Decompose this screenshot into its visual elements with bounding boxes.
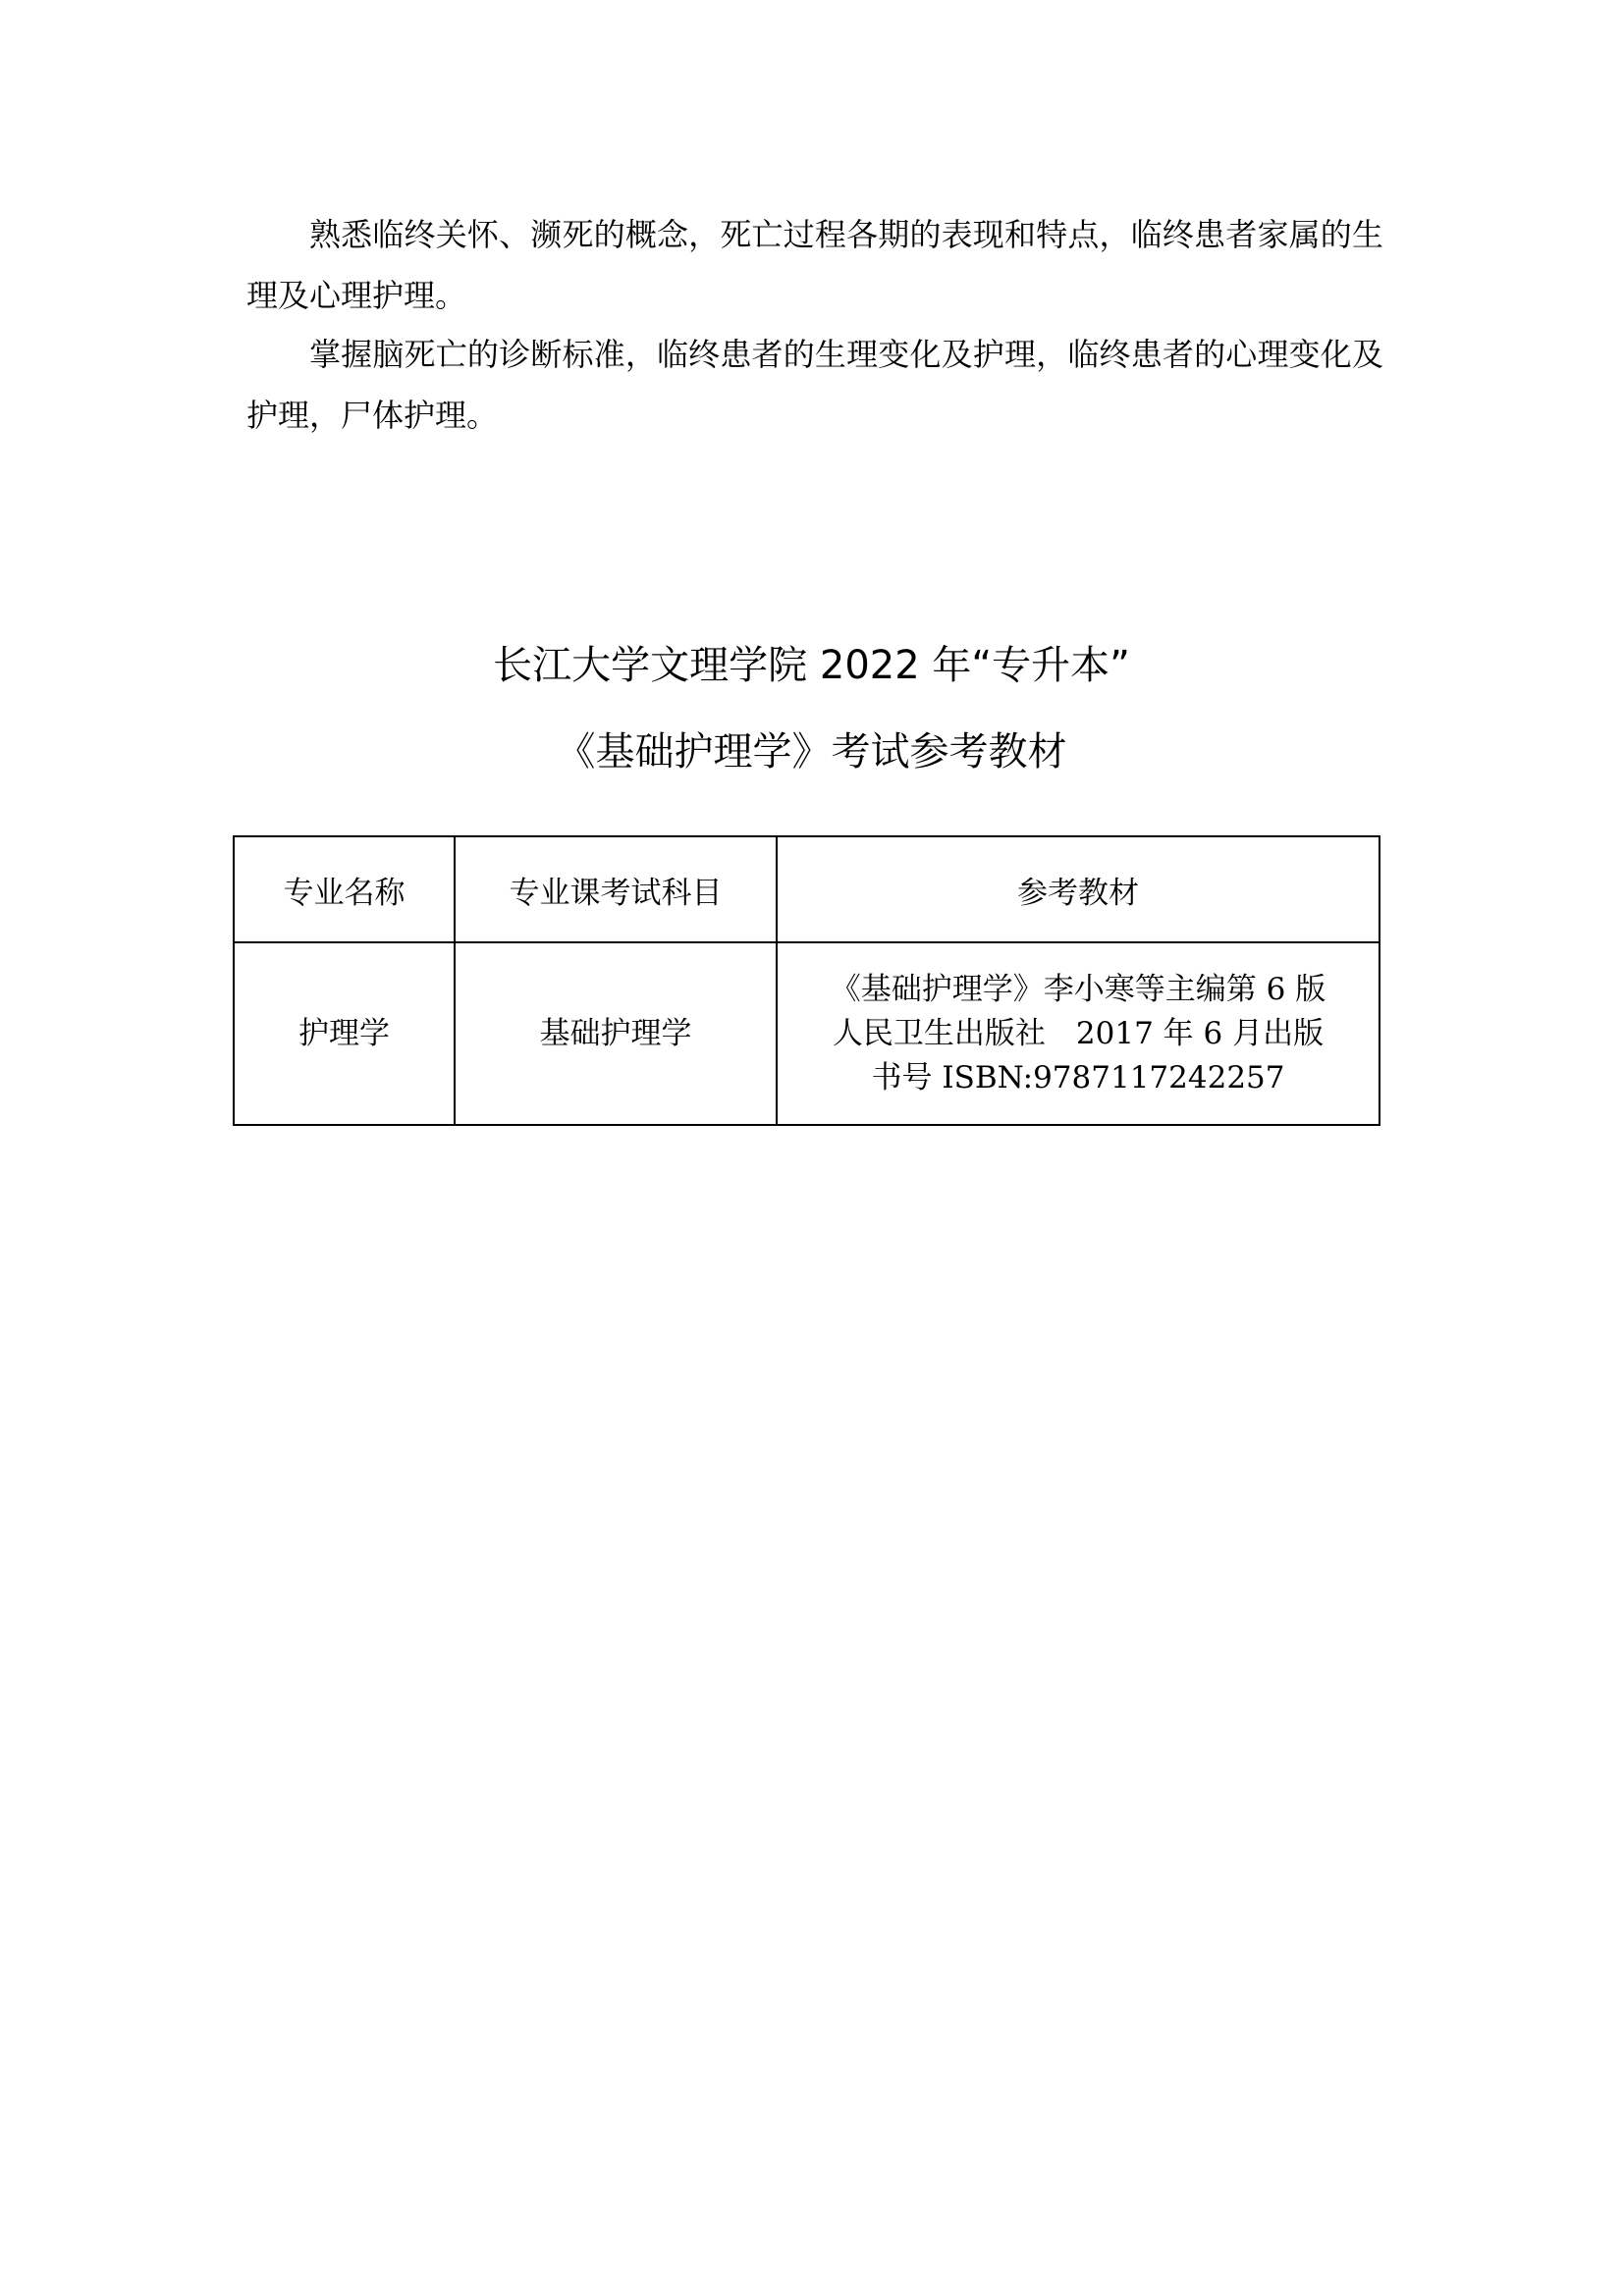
- textbook-publisher-line: 人民卫生出版社 2017 年 6 月出版: [832, 1015, 1325, 1051]
- textbook-table: [233, 835, 1380, 1126]
- textbook-isbn-line: 书号 ISBN:9787117242257: [871, 1059, 1285, 1095]
- paragraph-familiar: 熟悉临终关怀、濒死的概念，死亡过程各期的表现和特点，临终患者家属的生理及心理护理。: [246, 216, 1383, 314]
- cell-subject: 基础护理学: [455, 942, 777, 1125]
- header-textbook: 参考教材: [777, 836, 1380, 942]
- header-major: 专业名称: [234, 836, 455, 942]
- cell-textbook: [777, 942, 1380, 1125]
- heading-line-1: 长江大学文理学院 2022 年“专升本”: [493, 643, 1130, 688]
- table-row: [234, 942, 1380, 1125]
- cell-major: 护理学: [234, 942, 455, 1125]
- paragraph-master: 掌握脑死亡的诊断标准，临终患者的生理变化及护理，临终患者的心理变化及护理，尸体护理。: [246, 336, 1383, 434]
- heading-line-2: 《基础护理学》考试参考教材: [556, 729, 1067, 774]
- textbook-title-line: 《基础护理学》李小寒等主编第 6 版: [830, 971, 1326, 1007]
- table-header-row: [234, 836, 1380, 942]
- header-subject: 专业课考试科目: [455, 836, 777, 942]
